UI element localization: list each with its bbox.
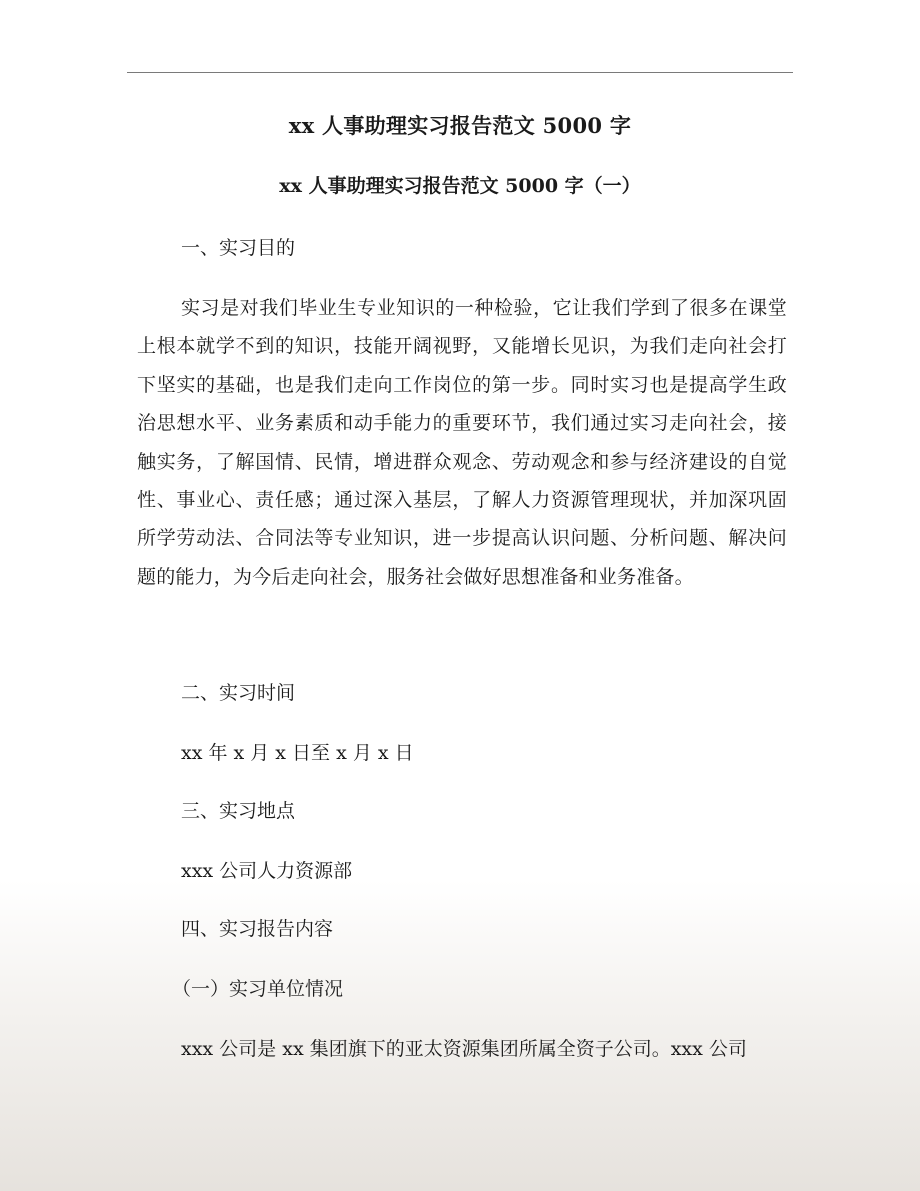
document-subtitle: xx 人事助理实习报告范文 5000 字（一）: [279, 175, 641, 197]
header-rule: [127, 72, 793, 73]
section-heading-time: 二、实习时间: [181, 682, 296, 704]
section-heading-purpose: 一、实习目的: [181, 237, 296, 259]
section-heading-content: 四、实习报告内容: [181, 918, 334, 940]
place-text: xxx 公司人力资源部: [181, 860, 353, 882]
document-title: xx 人事助理实习报告范文 5000 字: [288, 113, 632, 138]
purpose-paragraph: 实习是对我们毕业生专业知识的一种检验，它让我们学到了很多在课堂上根本就学不到的知识，技能开阔视野，又能增长见识，为我们走向社会打下坚实的基础，也是我们走向工作岗位的第一步。同时实习也是提高学生政治思想水平、业务素质和动手能力的重要环节，我们通过实习走向社会，接触实务，了解国情、民情，增进群众观念、劳动观念和参与经济建设的自觉性、事业心、责任感；通过深入基层，了解人力资源管理现状，并加深巩固所学劳动法、合同法等专业知识，进一步提高认识问题、分析问题、解决问题的能力，为今后走向社会，服务社会做好思想准备和业务准备。: [137, 297, 787, 588]
time-text: xx 年 x 月 x 日至 x 月 x 日: [181, 742, 414, 764]
section-heading-place: 三、实习地点: [181, 800, 296, 822]
unit-paragraph: xxx 公司是 xx 集团旗下的亚太资源集团所属全资子公司。xxx 公司: [181, 1038, 747, 1060]
subsection-heading-unit: （一）实习单位情况: [172, 978, 344, 1000]
